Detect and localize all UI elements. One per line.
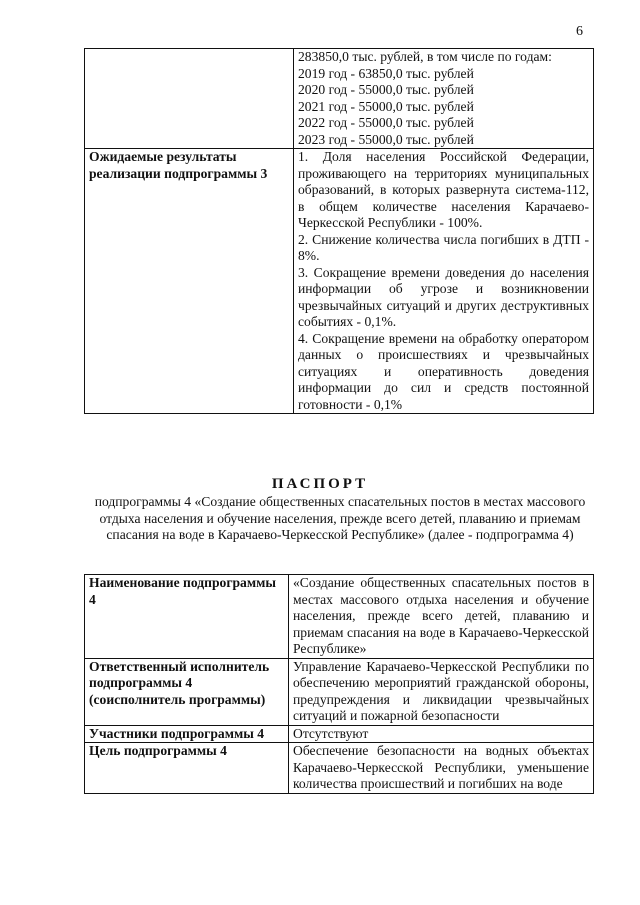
row-value: Обеспечение безопасности на водных объектах Карачаево-Черкесской Республики, уменьшение количества происшествий и погибших на воде <box>289 743 594 794</box>
funding-cell <box>294 49 594 149</box>
row-label: Наименование подпрограммы 4 <box>85 575 289 659</box>
funding-line: 2022 год - 55000,0 тыс. рублей <box>298 115 474 130</box>
passport-table <box>84 574 594 794</box>
result-item: 4. Сокращение времени на обработку оператором данных о происшествиях и чрезвычайных ситуациях и оперативность доведения информации до сил и средств постоянной готовности - 0,1% <box>298 330 589 412</box>
row-label: Цель подпрограммы 4 <box>85 743 289 794</box>
funding-label-cell <box>85 49 294 149</box>
result-item: 1. Доля населения Российской Федерации, проживающего на территориях муниципальных образований, в которых развернута система-112, в общем количестве населения Карачаево-Черкесской Республики - 100%. <box>298 149 589 230</box>
table-row <box>85 149 594 414</box>
table-row <box>85 658 594 725</box>
results-cell <box>294 149 594 414</box>
page-number: 6 <box>576 24 583 39</box>
result-item: 3. Сокращение времени доведения до населения информации об угрозе и возникновении чрезвычайных ситуаций и других деструктивных событиях - 0,1%. <box>298 264 589 329</box>
passport-title: ПАСПОРТ <box>271 476 369 492</box>
table-row <box>85 49 594 149</box>
results-label: Ожидаемые результаты реализации подпрограммы 3 <box>85 149 294 414</box>
funding-line: 2021 год - 55000,0 тыс. рублей <box>298 98 474 114</box>
row-value: «Создание общественных спасательных постов в местах массового отдыха населения и обучение населения, прежде всего детей, плаванию и приемам спасания на воде в Карачаево-Черкесской Республике» <box>289 575 594 659</box>
row-label: Участники подпрограммы 4 <box>85 725 289 743</box>
table-row <box>85 725 594 743</box>
funding-line: 2019 год - 63850,0 тыс. рублей <box>298 65 474 81</box>
passport-subtitle: подпрограммы 4 «Создание общественных спасательных постов в местах массового отдыха населения и обучение населения, прежде всего детей, плаванию и приемам спасания на воде в Карачаево-Черкесской Республике» (далее - подпрограмма 4) <box>94 494 586 542</box>
row-value: Управление Карачаево-Черкесской Республики по обеспечению мероприятий гражданской обороны, предупреждения и ликвидации чрезвычайных ситуаций и пожарной безопасности <box>289 658 594 725</box>
table-row <box>85 743 594 794</box>
funding-line: 2023 год - 55000,0 тыс. рублей <box>298 131 474 147</box>
funding-results-table <box>84 48 594 414</box>
row-label: Ответственный исполнитель подпрограммы 4 (соисполнитель программы) <box>85 658 289 725</box>
funding-line: 283850,0 тыс. рублей, в том числе по годам: <box>298 49 552 64</box>
table-row <box>85 575 594 659</box>
result-item: 2. Снижение количества числа погибших в ДТП - 8%. <box>298 231 589 263</box>
funding-line: 2020 год - 55000,0 тыс. рублей <box>298 82 474 97</box>
row-value: Отсутствуют <box>289 725 594 743</box>
